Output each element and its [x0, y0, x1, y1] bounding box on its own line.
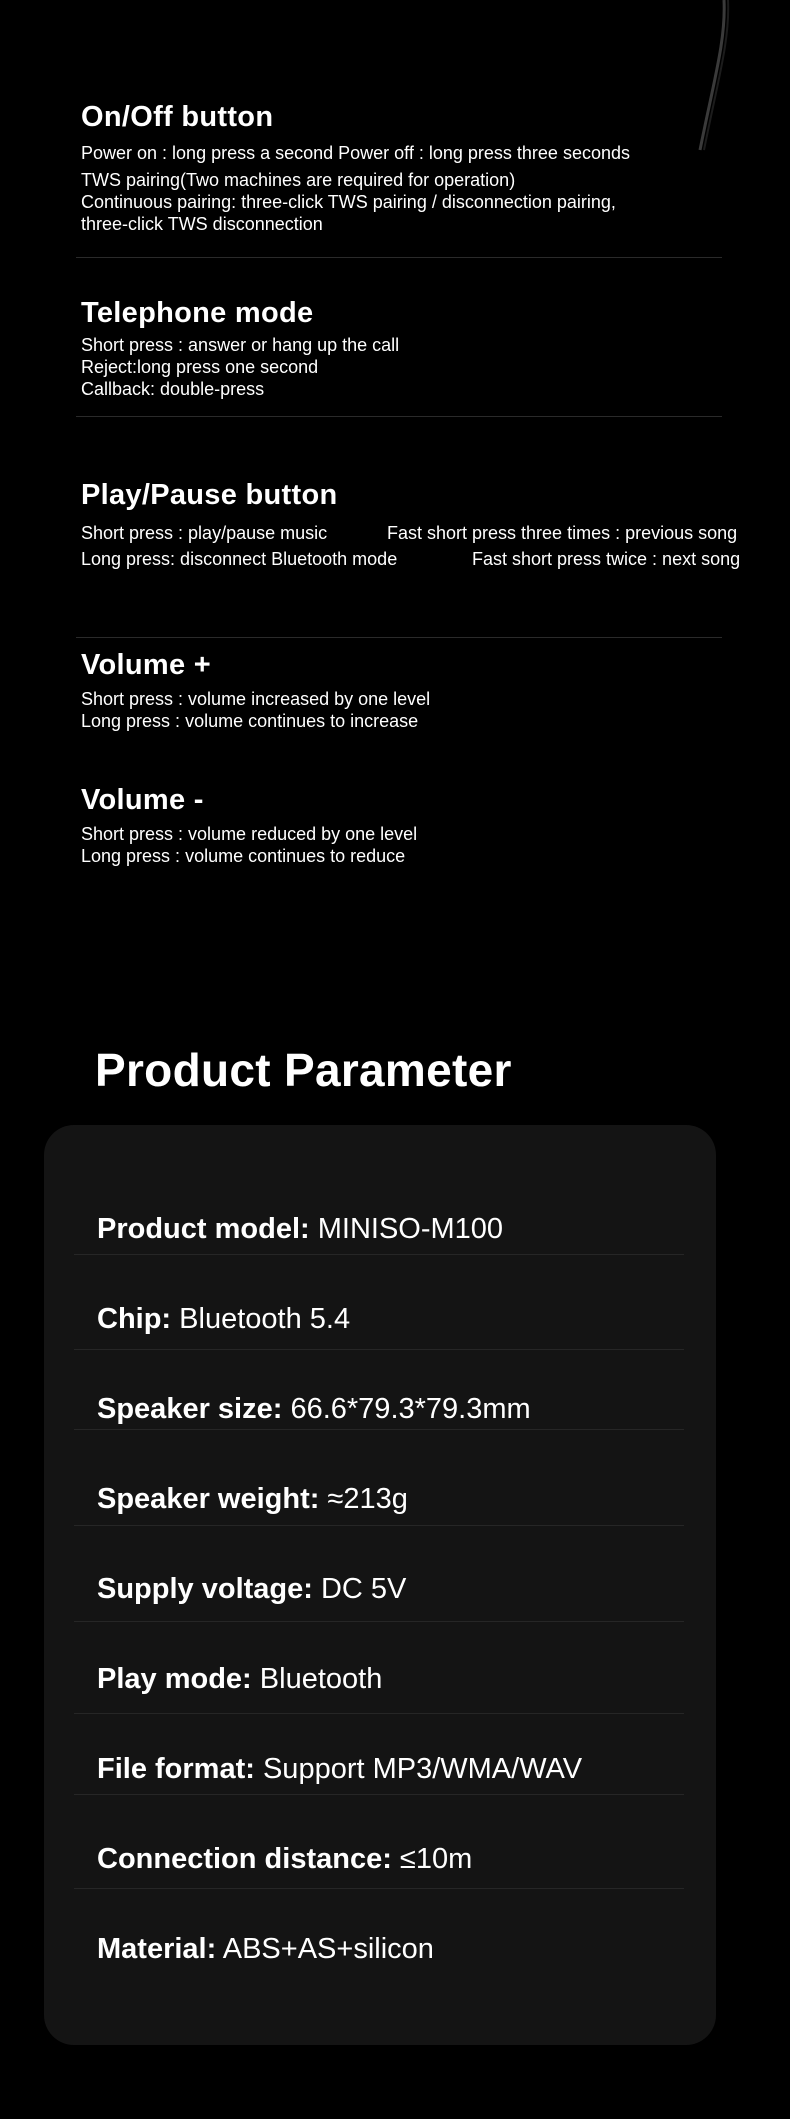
- param-value: 66.6*79.3*79.3mm: [290, 1393, 531, 1425]
- product-parameter-title: Product Parameter: [95, 1044, 512, 1096]
- param-product-model: [97, 1211, 657, 1247]
- playpause-section: [81, 478, 781, 570]
- param-label: Material:: [97, 1933, 217, 1965]
- divider: [74, 1429, 684, 1430]
- parameter-card: [44, 1125, 716, 2045]
- param-value: ABS+AS+silicon: [222, 1933, 434, 1965]
- telephone-line-3: Callback: double-press: [81, 379, 265, 399]
- volume-down-line-2: Long press : volume continues to reduce: [81, 846, 406, 866]
- onoff-line-1: Power on : long press a second Power off : long press three seconds: [81, 143, 630, 163]
- param-label: Supply voltage:: [97, 1573, 313, 1605]
- onoff-line-2: TWS pairing(Two machines are required for operation): [81, 170, 516, 190]
- param-speaker-size: [97, 1391, 657, 1427]
- volume-up-line-1: Short press : volume increased by one level: [81, 689, 431, 709]
- volume-up-title: Volume +: [81, 649, 211, 681]
- volume-down-line-1: Short press : volume reduced by one level: [81, 824, 418, 844]
- param-value: ≈213g: [327, 1483, 408, 1515]
- param-speaker-weight: [97, 1481, 657, 1517]
- onoff-section: [81, 100, 630, 235]
- volume-up-section: [81, 648, 430, 732]
- playpause-fast-three: Fast short press three times : previous song: [387, 523, 738, 543]
- playpause-title: Play/Pause button: [81, 479, 338, 511]
- divider: [76, 637, 722, 638]
- divider: [74, 1794, 684, 1795]
- param-value: Support MP3/WMA/WAV: [262, 1753, 583, 1785]
- playpause-fast-twice: Fast short press twice : next song: [472, 549, 741, 569]
- telephone-title: Telephone mode: [81, 297, 314, 329]
- param-value: Bluetooth 5.4: [179, 1303, 351, 1335]
- telephone-line-1: Short press : answer or hang up the call: [81, 335, 400, 355]
- param-label: File format:: [97, 1753, 255, 1785]
- param-value: DC 5V: [320, 1573, 407, 1605]
- divider: [76, 416, 722, 417]
- param-connection-distance: [97, 1841, 657, 1877]
- volume-down-section: [81, 783, 417, 867]
- divider: [74, 1713, 684, 1714]
- telephone-line-2: Reject:long press one second: [81, 357, 319, 377]
- param-play-mode: [97, 1661, 657, 1697]
- param-material: [97, 1931, 657, 1967]
- divider: [74, 1254, 684, 1255]
- divider: [74, 1888, 684, 1889]
- param-file-format: [97, 1751, 657, 1787]
- volume-up-line-2: Long press : volume continues to increase: [81, 711, 419, 731]
- onoff-title: On/Off button: [81, 101, 274, 133]
- playpause-long-press: Long press: disconnect Bluetooth mode: [81, 549, 398, 569]
- divider: [74, 1525, 684, 1526]
- telephone-section: [81, 296, 399, 400]
- cable-decoration: [680, 0, 740, 160]
- divider: [76, 257, 722, 258]
- param-chip: [97, 1301, 657, 1337]
- divider: [74, 1349, 684, 1350]
- param-label: Chip:: [97, 1303, 172, 1335]
- param-label: Speaker weight:: [97, 1483, 320, 1515]
- volume-down-title: Volume -: [81, 784, 204, 816]
- param-value: Bluetooth: [259, 1663, 383, 1695]
- param-label: Product model:: [97, 1213, 310, 1245]
- param-label: Speaker size:: [97, 1393, 283, 1425]
- param-value: MINISO-M100: [317, 1213, 504, 1245]
- playpause-short-press: Short press : play/pause music: [81, 523, 328, 543]
- param-value: ≤10m: [399, 1843, 473, 1875]
- param-label: Connection distance:: [97, 1843, 392, 1875]
- param-label: Play mode:: [97, 1663, 252, 1695]
- onoff-line-3: Continuous pairing: three-click TWS pairing / disconnection pairing,: [81, 192, 616, 212]
- param-supply-voltage: [97, 1571, 657, 1607]
- divider: [74, 1621, 684, 1622]
- onoff-line-4: three-click TWS disconnection: [81, 214, 323, 234]
